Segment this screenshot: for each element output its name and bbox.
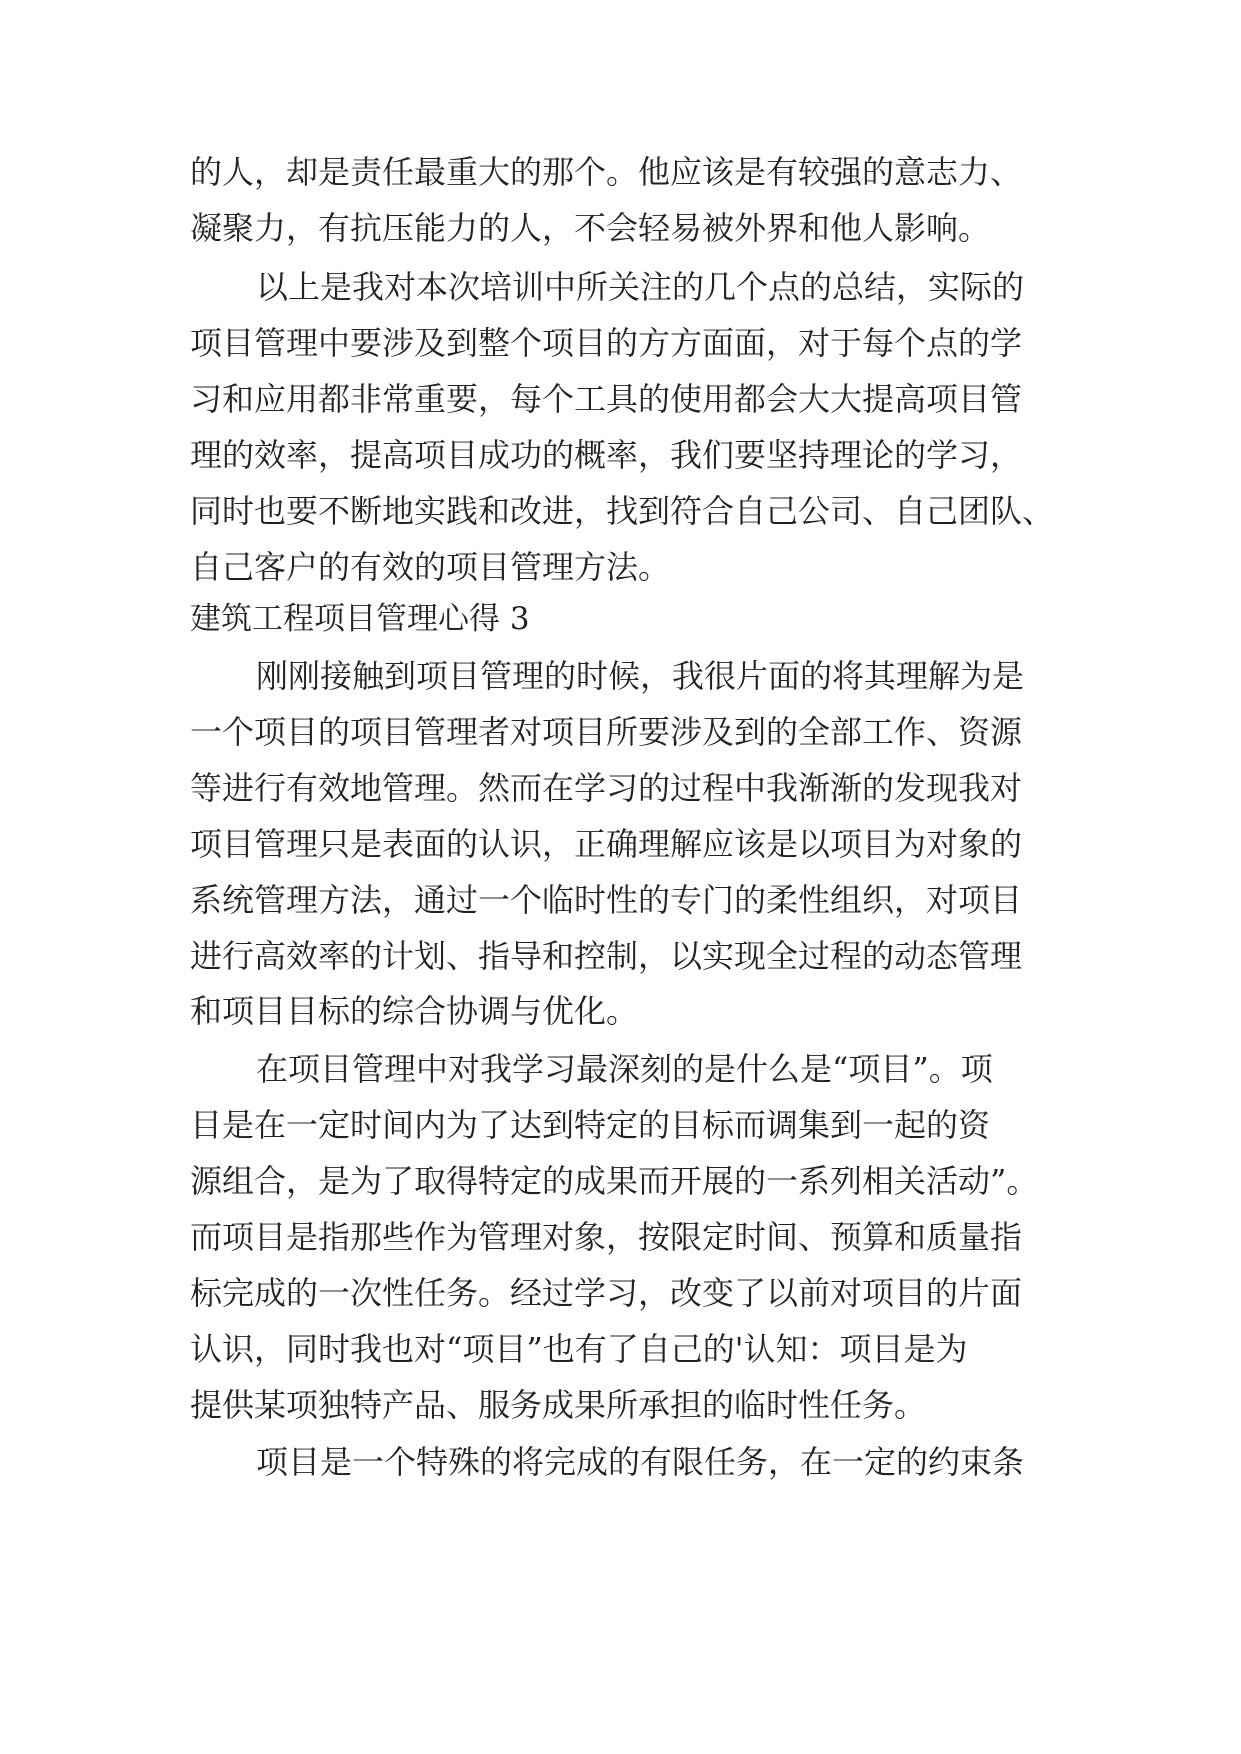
text-line-4: 项目管理中要涉及到整个项目的方方面面，对于每个点的学 (190, 324, 1023, 362)
paragraph-line-24: 项目是一个特殊的将完成的有限任务，在一定的约束条 (256, 1443, 1025, 1481)
text-line-5: 习和应用都非常重要，每个工具的使用都会大大提高项目管 (190, 380, 1023, 418)
text-line-12: 等进行有效地管理。然而在学习的过程中我渐渐的发现我对 (190, 769, 1023, 807)
text-line-20: 而项目是指那些作为管理对象，按限定时间、预算和质量指 (190, 1218, 1023, 1256)
text-line-19: 源组合，是为了取得特定的成果而开展的一系列相关活动”。 (190, 1162, 1039, 1200)
text-line-15: 进行高效率的计划、指导和控制，以实现全过程的动态管理 (190, 937, 1023, 975)
text-line-7: 同时也要不断地实践和改进，找到符合自己公司、自己团队、 (190, 492, 1055, 530)
paragraph-line-3: 以上是我对本次培训中所关注的几个点的总结，实际的 (256, 268, 1025, 306)
text-line-13: 项目管理只是表面的认识，正确理解应该是以项目为对象的 (190, 825, 1023, 863)
text-line-8: 自己客户的有效的项目管理方法。 (190, 548, 671, 586)
text-line-22: 认识，同时我也对“项目”也有了自己的'认知：项目是为 (190, 1330, 968, 1368)
section-heading: 建筑工程项目管理心得 3 (190, 601, 530, 637)
text-line-6: 理的效率，提高项目成功的概率，我们要坚持理论的学习， (190, 436, 1023, 474)
text-line-16: 和项目目标的综合协调与优化。 (190, 992, 639, 1030)
text-line-21: 标完成的一次性任务。经过学习，改变了以前对项目的片面 (190, 1274, 1023, 1312)
paragraph-line-10: 刚刚接触到项目管理的时候，我很片面的将其理解为是 (256, 657, 1025, 695)
text-line-23: 提供某项独特产品、服务成果所承担的临时性任务。 (190, 1386, 927, 1424)
text-line-18: 目是在一定时间内为了达到特定的目标而调集到一起的资 (190, 1106, 991, 1144)
text-line-2: 凝聚力，有抗压能力的人，不会轻易被外界和他人影响。 (190, 209, 991, 247)
text-line-11: 一个项目的项目管理者对项目所要涉及到的全部工作、资源 (190, 713, 1023, 751)
paragraph-line-17: 在项目管理中对我学习最深刻的是什么是“项目”。项 (256, 1050, 993, 1088)
text-line-1: 的人，却是责任最重大的那个。他应该是有较强的意志力、 (190, 153, 1023, 191)
text-line-14: 系统管理方法，通过一个临时性的专门的柔性组织，对项目 (190, 881, 1023, 919)
